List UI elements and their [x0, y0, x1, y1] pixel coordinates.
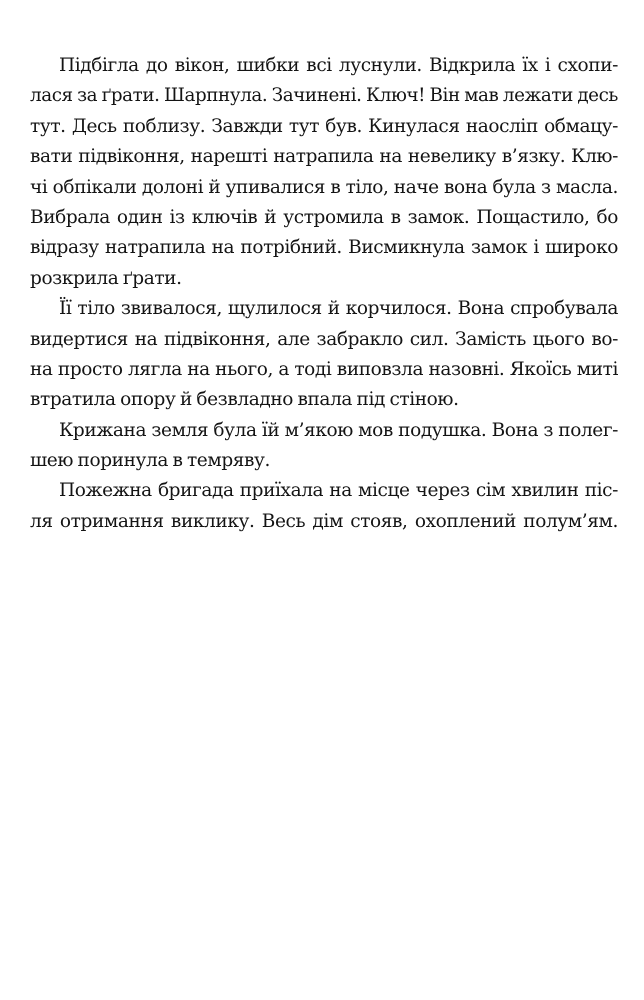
text-line: лася за ґрати. Шарпнула. Зачинені. Ключ! Він мав лежати десь: [30, 85, 618, 107]
text-line: тут. Десь поблизу. Завжди тут був. Кинулася наосліп обмацу-: [30, 115, 618, 137]
text-line: Її тіло звивалося, щулилося й корчилося. Вона спробувала: [59, 298, 618, 320]
text-line: Вибрала один із ключів й устромила в замок. Пощастило, бо: [30, 206, 618, 228]
body-text: [30, 51, 618, 537]
text-line: на просто лягла на нього, а тоді виповзла назовні. Якоїсь миті: [30, 358, 618, 380]
text-line: шею поринула в темряву.: [30, 450, 271, 472]
text-line: чі обпікали долоні й упивалися в тіло, наче вона була з масла.: [30, 176, 618, 198]
text-line: Пожежна бригада приїхала на місце через сім хвилин піс-: [59, 480, 618, 502]
text-line: Підбігла до вікон, шибки всі луснули. Відкрила їх і схопи-: [59, 55, 618, 76]
text-line: видертися на підвіконня, але забракло сил. Замість цього во-: [30, 328, 618, 350]
text-line: втратила опору й безвладно впала під стіною.: [30, 389, 459, 411]
text-line: відразу натрапила на потрібний. Висмикнула замок і широко: [30, 237, 618, 259]
text-line: вати підвіконня, нарешті натрапила на невелику в’язку. Клю-: [30, 146, 618, 168]
text-line: Крижана земля була їй м’якою мов подушка. Вона з полег-: [59, 419, 618, 441]
text-line: ля отримання виклику. Весь дім стояв, охоплений полум’ям.: [30, 510, 618, 532]
text-line: розкрила ґрати.: [30, 267, 182, 289]
